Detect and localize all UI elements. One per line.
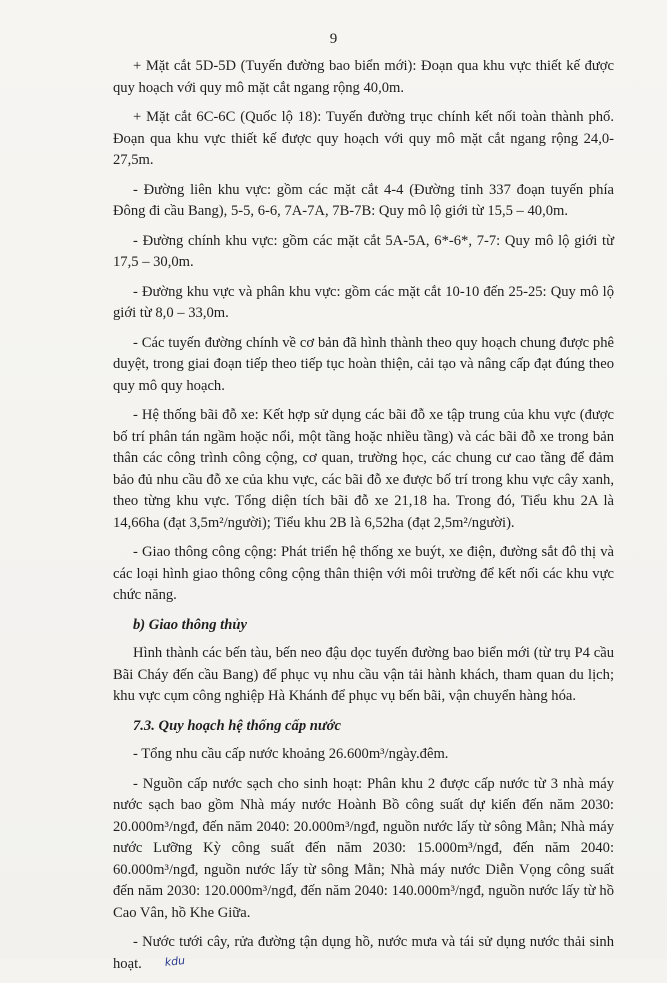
paragraph-inter-regional-roads: - Đường liên khu vực: gồm các mặt cắt 4-4 (Đường tỉnh 337 đoạn tuyến phía Đông đi cầu Bang), 5-5, 6-6, 7A-7A, 7B-7B: Quy mô lộ giới từ 15,5 – 40,0m. (113, 181, 614, 219)
heading-waterway-transport: b) Giao thông thủy (133, 616, 247, 633)
paragraph-section-6c: + Mặt cắt 6C-6C (Quốc lộ 18): Tuyến đường trục chính kết nối toàn thành phố. Đoạn qua khu vực thiết kế được quy hoạch với quy mô mặt cắt ngang rộng 24,0-27,5m. (113, 109, 614, 168)
paragraph-public-transport: - Giao thông công cộng: Phát triển hệ thống xe buýt, xe điện, đường sắt đô thị và các loại hình giao thông công cộng thân thiện với môi trường để kết nối các khu vực chức năng. (113, 544, 614, 603)
handwritten-initials: kdu (163, 953, 186, 969)
document-body (113, 56, 614, 983)
heading-water-supply: 7.3. Quy hoạch hệ thống cấp nước (133, 717, 341, 734)
paragraph-water-demand: - Tổng nhu cầu cấp nước khoảng 26.600m³/ngày.đêm. (133, 746, 449, 762)
paragraph-section-5d: + Mặt cắt 5D-5D (Tuyến đường bao biển mới): Đoạn qua khu vực thiết kế được quy hoạch với quy mô mặt cắt ngang rộng 40,0m. (113, 58, 614, 96)
paragraph-irrigation-text: - Nước tưới cây, rửa đường tận dụng hồ, nước mưa và tái sử dụng nước thải sinh hoạt. (113, 934, 614, 972)
paragraph-waterway: Hình thành các bến tàu, bến neo đậu dọc tuyến đường bao biển mới (từ trụ P4 cầu Bãi Cháy đến cầu Bang) để phục vụ nhu cầu vận tải hành khách, tham quan du lịch; khu vực cụm công nghiệp Hà Khánh để phục vụ bến bãi, vận chuyển hàng hóa. (113, 645, 614, 704)
paragraph-parking-system: - Hệ thống bãi đỗ xe: Kết hợp sử dụng các bãi đỗ xe tập trung của khu vực (được bố trí phân tán ngầm hoặc nổi, một tầng hoặc nhiều tầng) và các bãi đỗ xe trong bản thân các công trình công cộng, cơ quan, trường học, các chung cư cao tầng để đảm bảo đủ nhu cầu đỗ xe của khu vực, các bãi đỗ xe được bố trí trong khu vực cây xanh, theo từng khu vực. Tổng diện tích bãi đỗ xe 21,18 ha. Trong đó, Tiểu khu 2A là 14,66ha (đạt 3,5m²/người); Tiểu khu 2B là 6,52ha (đạt 2,5m²/người). (113, 407, 614, 531)
paragraph-regional-roads: - Đường khu vực và phân khu vực: gồm các mặt cắt 10-10 đến 25-25: Quy mô lộ giới từ 8,0 – 33,0m. (113, 283, 614, 321)
page-number: 9 (329, 31, 338, 47)
paragraph-water-sources: - Nguồn cấp nước sạch cho sinh hoạt: Phân khu 2 được cấp nước từ 3 nhà máy nước sạch bao gồm Nhà máy nước Hoành Bồ công suất dự kiến đến năm 2030: 20.000m³/ngđ, đến năm 2040: 20.000m³/ngđ, nguồn nước lấy từ sông Mằn; Nhà máy nước Lưỡng Kỳ công suất đến năm 2030: 15.000m³/ngđ, đến năm 2040: 60.000m³/ngđ, nguồn nước lấy từ sông Mằn; Nhà máy nước Diễn Vọng công suất đến năm 2030: 120.000m³/ngđ, đến năm 2040: 140.000m³/ngđ, nguồn nước lấy từ hồ Cao Vân, hồ Khe Giữa. (113, 775, 614, 921)
paragraph-main-roads-status: - Các tuyến đường chính về cơ bản đã hình thành theo quy hoạch chung được phê duyệt, trong giai đoạn tiếp theo tiếp tục hoàn thiện, cải tạo và nâng cấp đạt đúng theo quy mô quy hoạch. (113, 334, 614, 394)
paragraph-main-regional-roads: - Đường chính khu vực: gồm các mặt cắt 5A-5A, 6*-6*, 7-7: Quy mô lộ giới từ 17,5 – 30,0m. (113, 232, 614, 270)
paragraph-irrigation-water (113, 932, 614, 975)
